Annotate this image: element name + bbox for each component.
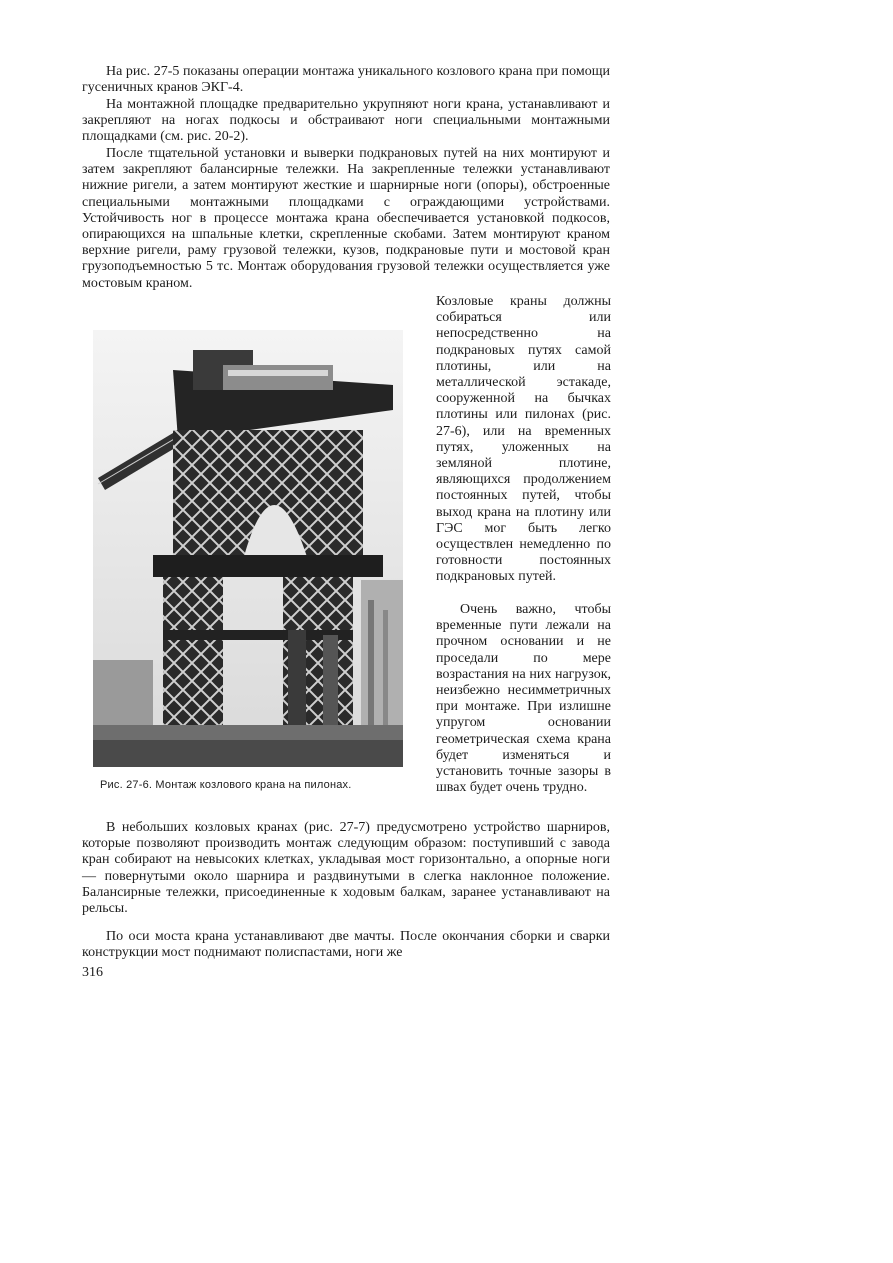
side-column-paragraph-2: Очень важно, чтобы временные пути лежали на прочном основании и не проседали по мере возрастания на них нагрузок, неизбежно несимметричных при монтаже. При излишне упругом основании геометрическая схема крана будет изменяться и установить точные зазоры в швах будет очень трудно. xyxy=(436,602,611,796)
paragraph-3: После тщательной установки и выверки подкрановых путей на них монтируют и затем закрепляют балансирные тележки. На закрепленные тележки устанавливают нижние ригели, а затем монтируют жесткие и шарнирные ноги (опоры), обстроенные специальными монтажными площадками с ограждающими устройствами. Устойчивость ног в процессе монтажа крана обеспечивается установкой подкосов, опирающихся на шпальные клетки, скрепленные скобами. Затем монтируют краном верхние ригели, раму грузовой тележки, кузов, подкрановые пути и мостовой кран грузоподъемностью 5 тс. Монтаж оборудования грузовой тележки осуществляется уже мостовым краном. xyxy=(82,146,610,291)
paragraph-2: На монтажной площадке предварительно укрупняют ноги крана, устанавливают и закрепляют на ногах подкосы и обстраивают ноги специальными монтажными площадками (см. рис. 20-2). xyxy=(82,97,610,145)
figure-caption: Рис. 27-6. Монтаж козлового крана на пилонах. xyxy=(100,779,352,791)
paragraph-5: По оси моста крана устанавливают две мачты. После окончания сборки и сварки конструкции мост поднимают полиспастами, ноги же xyxy=(82,929,610,961)
page-number: 316 xyxy=(82,965,103,980)
paragraph-4: В небольших козловых кранах (рис. 27-7) предусмотрено устройство шарниров, которые позволяют производить монтаж следующим образом: поступивший с завода кран собирают на невысоких клетках, укладывая мост горизонтально, а опорные ноги — повернутыми около шарнира и раздвинутыми в слегка наклонное положение. Балансирные тележки, присоединенные к ходовым балкам, заранее устанавливают на рельсы. xyxy=(82,820,610,917)
side-column-paragraph-1: Козловые краны должны собираться или непосредственно на подкрановых путях самой плотины, или на металлической эстакаде, сооруженной на бычках плотины или пилонах (рис. 27-6), или на временных путях, уложенных на земляной плотине, являющихся продолжением постоянных путей, чтобы выход крана на плотину или ГЭС мог быть легко осуществлен немедленно по готовности постоянных подкрановых путей. xyxy=(436,294,611,585)
crane-photo xyxy=(93,330,403,767)
paragraph-1: На рис. 27-5 показаны операции монтажа уникального козлового крана при помощи гусеничных кранов ЭКГ-4. xyxy=(82,64,610,96)
